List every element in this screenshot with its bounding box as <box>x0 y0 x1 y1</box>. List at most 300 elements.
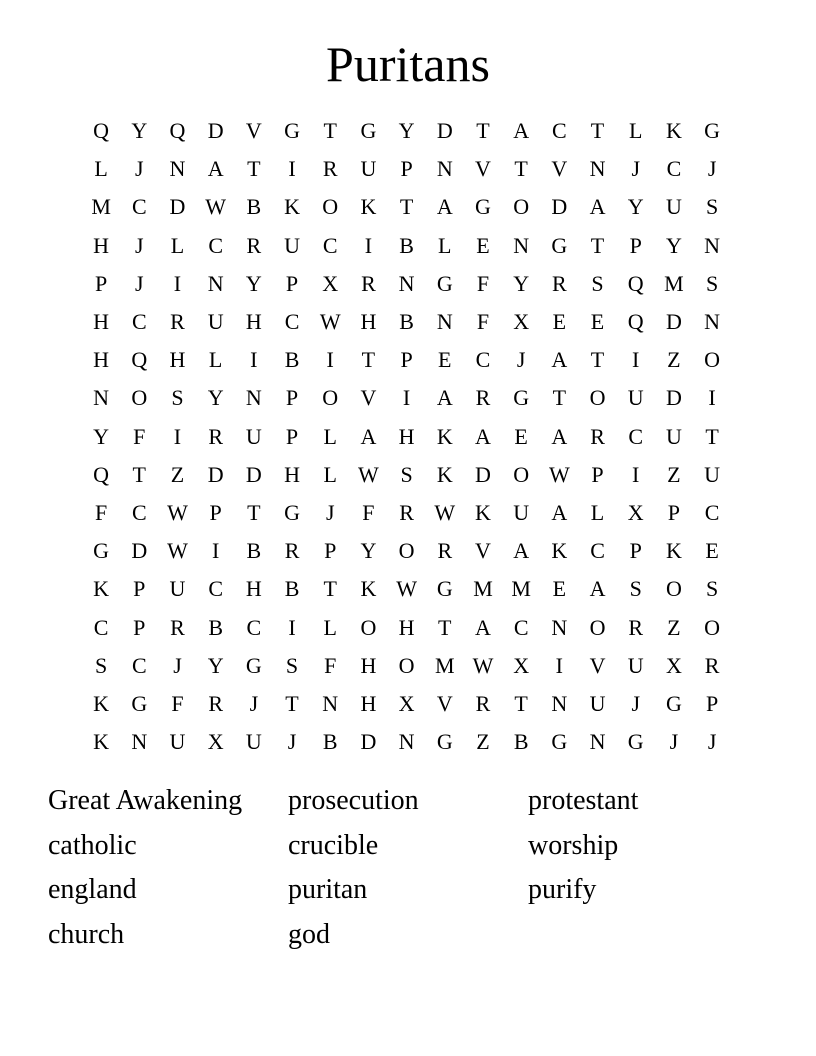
grid-letter: U <box>589 690 606 716</box>
word-list-item: Great Awakening <box>48 785 243 816</box>
grid-letter: S <box>629 576 642 602</box>
grid-letter: I <box>632 347 640 373</box>
grid-letter: P <box>285 423 299 449</box>
grid-letter: X <box>398 690 415 716</box>
grid-letter: N <box>704 309 721 335</box>
word-list <box>48 779 768 957</box>
grid-letter: J <box>287 729 297 755</box>
grid-letter: I <box>402 385 411 411</box>
grid-letter: R <box>475 690 491 716</box>
grid-letter: Y <box>513 270 530 296</box>
grid-letter: C <box>704 499 720 525</box>
grid-letter: U <box>245 423 262 449</box>
grid-letter: C <box>666 156 682 182</box>
grid-letter: L <box>628 118 643 144</box>
grid-letter: Q <box>627 270 644 296</box>
grid-letter: T <box>132 461 146 487</box>
grid-letter: U <box>627 385 644 411</box>
grid-letter: W <box>358 461 379 487</box>
grid-letter: U <box>513 499 530 525</box>
grid-letter: W <box>167 499 188 525</box>
grid-letter: F <box>362 499 375 525</box>
word-list-item: worship <box>528 829 619 861</box>
word-list-item: protestant <box>528 785 639 816</box>
grid-letter: I <box>211 538 220 564</box>
grid-letter: S <box>94 652 108 678</box>
grid-letter: F <box>171 690 184 716</box>
grid-letter: G <box>475 194 491 220</box>
grid-letter: P <box>591 461 604 487</box>
grid-letter: P <box>667 499 681 525</box>
grid-letter: N <box>398 270 415 296</box>
grid-letter: H <box>360 309 377 335</box>
grid-letter: I <box>250 347 258 373</box>
grid-letter: J <box>173 652 182 678</box>
grid-letter: G <box>436 729 453 755</box>
grid-letter: F <box>476 309 490 335</box>
grid-letter: A <box>551 347 568 373</box>
grid-letter: H <box>93 309 110 335</box>
grid-letter: P <box>94 270 108 296</box>
grid-letter: N <box>169 156 186 182</box>
grid-letter: K <box>93 690 110 716</box>
grid-letter: G <box>704 118 721 144</box>
grid-letter: C <box>131 652 147 678</box>
grid-letter: K <box>360 194 377 220</box>
grid-letter: O <box>704 347 721 373</box>
grid-letter: Q <box>93 461 110 487</box>
grid-letter: X <box>513 309 530 335</box>
grid-letter: L <box>208 347 223 373</box>
grid-letter: J <box>325 499 335 525</box>
word-list-item: prosecution <box>288 785 419 816</box>
grid-letter: L <box>323 423 337 449</box>
grid-letter: E <box>552 576 567 602</box>
grid-letter: J <box>135 270 144 296</box>
grid-letter: B <box>246 194 262 220</box>
grid-letter: R <box>170 309 185 335</box>
grid-letter: D <box>475 461 491 487</box>
grid-letter: T <box>514 690 528 716</box>
grid-letter: P <box>133 576 146 602</box>
grid-letter: J <box>135 156 144 182</box>
page-title: Puritans <box>326 36 490 92</box>
grid-letter: Y <box>131 118 148 144</box>
grid-letter: I <box>555 652 563 678</box>
grid-letter: X <box>665 652 682 678</box>
grid-letter: X <box>207 729 224 755</box>
grid-letter: T <box>590 347 605 373</box>
grid-letter: I <box>288 614 296 640</box>
grid-letter: N <box>436 309 453 335</box>
grid-letter: P <box>705 690 719 716</box>
grid-letter: I <box>708 385 716 411</box>
grid-letter: O <box>589 614 606 640</box>
word-list-item: church <box>48 918 125 950</box>
grid-letter: P <box>324 538 337 564</box>
grid-letter: R <box>322 156 338 182</box>
grid-letter: G <box>551 232 568 258</box>
grid-letter: Z <box>667 347 681 373</box>
grid-letter: E <box>705 538 719 564</box>
grid-letter: C <box>131 309 147 335</box>
grid-letter: R <box>437 538 453 564</box>
grid-letter: Z <box>667 614 681 640</box>
grid-letter: O <box>322 194 339 220</box>
grid-letter: L <box>94 156 108 182</box>
grid-letter: A <box>475 423 491 449</box>
grid-letter: C <box>208 576 223 602</box>
grid-letter: J <box>516 347 526 373</box>
grid-letter: D <box>665 309 682 335</box>
grid-letter: K <box>93 576 110 602</box>
grid-letter: T <box>476 118 490 144</box>
grid-letter: H <box>398 614 415 640</box>
grid-letter: E <box>476 232 490 258</box>
grid-letter: T <box>247 499 261 525</box>
grid-letter: G <box>513 385 530 411</box>
grid-letter: J <box>135 232 144 258</box>
grid-letter: B <box>246 538 262 564</box>
grid-letter: O <box>360 614 377 640</box>
grid-letter: U <box>360 156 377 182</box>
grid-letter: R <box>590 423 605 449</box>
grid-letter: L <box>438 232 452 258</box>
grid-letter: Z <box>667 461 681 487</box>
grid-letter: O <box>589 385 606 411</box>
grid-letter: P <box>400 156 413 182</box>
grid-letter: H <box>169 347 186 373</box>
grid-letter: W <box>167 538 188 564</box>
grid-letter: K <box>360 576 377 602</box>
grid-letter: A <box>551 499 568 525</box>
grid-letter: P <box>629 538 642 564</box>
grid-letter: X <box>627 499 644 525</box>
grid-letter: V <box>475 538 491 564</box>
grid-letter: G <box>627 729 644 755</box>
grid-letter: O <box>398 538 415 564</box>
grid-letter: U <box>627 652 644 678</box>
grid-letter: N <box>589 729 606 755</box>
grid-letter: U <box>704 461 721 487</box>
grid-letter: O <box>704 614 721 640</box>
grid-letter: I <box>288 156 296 182</box>
grid-letter: A <box>551 423 568 449</box>
grid-letter: L <box>323 614 337 640</box>
grid-letter: Y <box>398 118 415 144</box>
grid-letter: S <box>285 652 299 678</box>
grid-letter: S <box>400 461 413 487</box>
grid-letter: N <box>207 270 224 296</box>
grid-letter: F <box>476 270 490 296</box>
grid-letter: R <box>170 614 185 640</box>
grid-letter: P <box>285 270 299 296</box>
grid-letter: H <box>398 423 415 449</box>
grid-letter: S <box>705 576 719 602</box>
grid-letter: G <box>436 576 453 602</box>
grid-letter: W <box>434 499 456 525</box>
grid-letter: R <box>284 538 300 564</box>
grid-letter: F <box>94 499 108 525</box>
grid-letter: T <box>514 156 528 182</box>
grid-letter: G <box>131 690 148 716</box>
grid-letter: J <box>707 156 717 182</box>
grid-letter: R <box>475 385 491 411</box>
grid-letter: E <box>590 309 605 335</box>
grid-letter: A <box>436 194 453 220</box>
grid-letter: Y <box>207 385 224 411</box>
grid-letter: Q <box>169 118 186 144</box>
grid-letter: A <box>513 118 530 144</box>
grid-letter: R <box>704 652 720 678</box>
grid-letter: W <box>396 576 417 602</box>
word-list-item: god <box>288 918 330 950</box>
grid-letter: C <box>628 423 644 449</box>
grid-letter: N <box>245 385 262 411</box>
grid-letter: Q <box>93 118 110 144</box>
grid-letter: S <box>705 270 719 296</box>
grid-letter: T <box>705 423 719 449</box>
grid-letter: P <box>629 232 642 258</box>
grid-letter: T <box>247 156 261 182</box>
grid-letter: H <box>93 347 110 373</box>
grid-letter: S <box>705 194 719 220</box>
grid-letter: B <box>399 232 414 258</box>
grid-letter: T <box>361 347 376 373</box>
grid-letter: A <box>207 156 224 182</box>
grid-letter: V <box>475 156 491 182</box>
grid-letter: C <box>475 347 491 373</box>
grid-letter: D <box>207 118 224 144</box>
grid-letter: D <box>436 118 453 144</box>
letter-grid <box>82 112 731 761</box>
grid-letter: D <box>665 385 682 411</box>
grid-letter: H <box>360 652 377 678</box>
grid-letter: S <box>171 385 184 411</box>
grid-letter: N <box>398 729 415 755</box>
grid-letter: V <box>436 690 453 716</box>
grid-letter: G <box>93 538 110 564</box>
grid-letter: J <box>249 690 259 716</box>
grid-letter: B <box>322 729 338 755</box>
grid-letter: N <box>513 232 530 258</box>
grid-letter: T <box>399 194 414 220</box>
grid-letter: I <box>173 270 182 296</box>
grid-letter: O <box>665 576 682 602</box>
grid-letter: N <box>589 156 606 182</box>
grid-letter: T <box>590 118 605 144</box>
grid-letter: K <box>284 194 300 220</box>
grid-letter: T <box>323 576 337 602</box>
grid-letter: C <box>552 118 567 144</box>
grid-letter: C <box>131 194 147 220</box>
grid-letter: P <box>209 499 222 525</box>
grid-letter: H <box>284 461 300 487</box>
grid-letter: L <box>590 499 605 525</box>
grid-letter: G <box>284 499 300 525</box>
grid-letter: H <box>360 690 377 716</box>
grid-letter: N <box>436 156 453 182</box>
grid-letter: U <box>284 232 300 258</box>
grid-letter: Z <box>476 729 490 755</box>
grid-letter: G <box>360 118 377 144</box>
grid-letter: J <box>631 690 640 716</box>
grid-letter: H <box>245 576 262 602</box>
grid-letter: C <box>208 232 223 258</box>
grid-letter: U <box>169 729 186 755</box>
grid-letter: V <box>551 156 568 182</box>
grid-letter: R <box>361 270 376 296</box>
grid-letter: Y <box>360 538 377 564</box>
grid-letter: R <box>552 270 567 296</box>
grid-letter: C <box>284 309 300 335</box>
grid-letter: B <box>284 576 300 602</box>
grid-letter: K <box>436 461 453 487</box>
grid-letter: W <box>205 194 227 220</box>
grid-letter: Y <box>665 232 682 258</box>
grid-letter: E <box>438 347 452 373</box>
grid-letter: O <box>398 652 415 678</box>
grid-letter: J <box>669 729 679 755</box>
grid-letter: V <box>589 652 606 678</box>
grid-letter: H <box>93 232 110 258</box>
grid-letter: E <box>552 309 567 335</box>
grid-letter: E <box>514 423 528 449</box>
grid-letter: U <box>665 423 682 449</box>
grid-letter: Z <box>170 461 185 487</box>
grid-letter: M <box>473 576 493 602</box>
grid-letter: K <box>665 118 682 144</box>
grid-letter: P <box>285 385 299 411</box>
grid-letter: R <box>246 232 262 258</box>
grid-letter: B <box>284 347 300 373</box>
grid-letter: B <box>208 614 223 640</box>
grid-letter: K <box>551 538 568 564</box>
grid-letter: V <box>360 385 377 411</box>
grid-letter: M <box>511 576 531 602</box>
grid-letter: K <box>436 423 453 449</box>
grid-letter: A <box>513 538 530 564</box>
grid-letter: C <box>322 232 338 258</box>
word-list-item: catholic <box>48 829 137 861</box>
grid-letter: R <box>208 690 223 716</box>
grid-letter: C <box>246 614 262 640</box>
grid-letter: W <box>548 461 570 487</box>
grid-letter: J <box>707 729 717 755</box>
grid-letter: D <box>360 729 377 755</box>
grid-letter: Q <box>627 309 644 335</box>
grid-letter: U <box>207 309 224 335</box>
grid-letter: N <box>322 690 339 716</box>
grid-letter: I <box>364 232 373 258</box>
grid-letter: F <box>324 652 337 678</box>
grid-letter: B <box>513 729 529 755</box>
grid-letter: T <box>552 385 567 411</box>
grid-letter: N <box>93 385 110 411</box>
grid-letter: Y <box>627 194 644 220</box>
grid-letter: D <box>169 194 186 220</box>
grid-letter: A <box>589 576 606 602</box>
grid-letter: N <box>704 232 721 258</box>
grid-letter: P <box>400 347 413 373</box>
grid-letter: O <box>131 385 148 411</box>
grid-letter: D <box>207 461 224 487</box>
grid-letter: V <box>245 118 262 144</box>
grid-letter: C <box>131 499 147 525</box>
grid-letter: M <box>91 194 111 220</box>
grid-letter: O <box>513 461 530 487</box>
grid-letter: T <box>285 690 299 716</box>
grid-letter: T <box>323 118 337 144</box>
grid-letter: A <box>436 385 453 411</box>
grid-letter: U <box>245 729 262 755</box>
grid-letter: A <box>475 614 491 640</box>
grid-letter: G <box>245 652 262 678</box>
grid-letter: W <box>319 309 341 335</box>
grid-letter: C <box>590 538 605 564</box>
grid-letter: G <box>436 270 453 296</box>
grid-letter: R <box>628 614 644 640</box>
grid-letter: Y <box>245 270 262 296</box>
grid-letter: J <box>631 156 640 182</box>
grid-letter: K <box>665 538 682 564</box>
grid-letter: K <box>93 729 110 755</box>
grid-letter: A <box>589 194 606 220</box>
grid-letter: B <box>399 309 414 335</box>
grid-letter: U <box>169 576 186 602</box>
grid-letter: N <box>551 690 568 716</box>
grid-letter: F <box>133 423 146 449</box>
grid-letter: A <box>360 423 377 449</box>
grid-letter: R <box>208 423 223 449</box>
grid-letter: O <box>322 385 339 411</box>
grid-letter: M <box>435 652 455 678</box>
grid-letter: H <box>245 309 262 335</box>
grid-letter: M <box>664 270 684 296</box>
grid-letter: P <box>133 614 146 640</box>
grid-letter: D <box>245 461 262 487</box>
grid-letter: D <box>551 194 568 220</box>
grid-letter: K <box>475 499 491 525</box>
word-list-item: england <box>48 874 137 905</box>
grid-letter: T <box>590 232 605 258</box>
grid-letter: G <box>284 118 300 144</box>
grid-letter: T <box>438 614 452 640</box>
grid-letter: I <box>326 347 334 373</box>
grid-letter: I <box>632 461 640 487</box>
grid-letter: Y <box>207 652 224 678</box>
grid-letter: G <box>551 729 568 755</box>
grid-letter: G <box>665 690 682 716</box>
grid-letter: L <box>170 232 185 258</box>
grid-letter: Q <box>131 347 148 373</box>
grid-letter: S <box>591 270 604 296</box>
grid-letter: L <box>323 461 337 487</box>
grid-letter: C <box>93 614 109 640</box>
grid-letter: C <box>513 614 529 640</box>
grid-letter: Y <box>93 423 110 449</box>
grid-letter: W <box>472 652 494 678</box>
word-list-item: purify <box>528 874 597 905</box>
grid-letter: D <box>131 538 148 564</box>
word-list-item: puritan <box>288 874 368 905</box>
grid-letter: X <box>513 652 530 678</box>
word-list-item: crucible <box>288 829 379 861</box>
grid-letter: N <box>131 729 148 755</box>
grid-letter: U <box>665 194 682 220</box>
grid-letter: R <box>399 499 414 525</box>
grid-letter: O <box>513 194 530 220</box>
